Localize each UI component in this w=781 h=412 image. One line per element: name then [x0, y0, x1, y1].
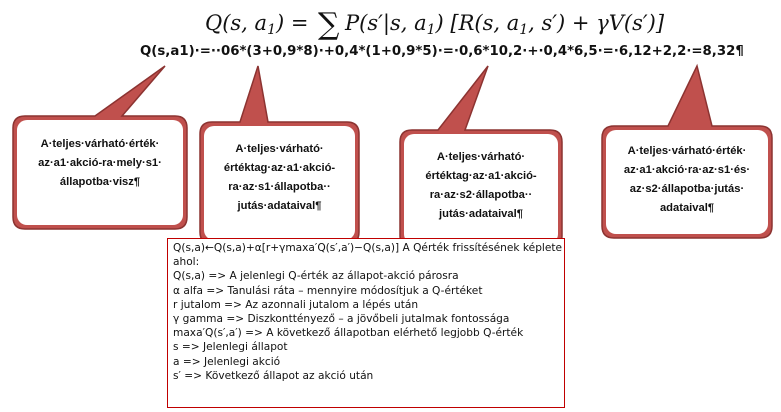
note-line-next-state: s′ => Következő állapot az akció után	[173, 369, 374, 382]
callout-text-3: A·teljes·várható· értéktag·az·a1·akció- ra·az·s2·állapotba·· jutás·adataival¶	[425, 151, 537, 220]
note-line-where: ahol:	[173, 256, 200, 269]
note-line-reward: r jutalom => Az azonnali jutalom a lépés után	[173, 298, 419, 311]
callout-text-1: A·teljes·várható·érték· az·a1·akció-ra·mely·s1· állapotba·visz¶	[38, 138, 162, 188]
note-line-update-rule: Q(s,a)←Q(s,a)+α[r+γmaxa′Q(s′,a′)−Q(s,a)] A Qérték frissítésének képlete	[173, 242, 563, 254]
note-line-state: s => Jelenlegi állapot	[173, 341, 288, 354]
calculation-line: Q(s,a1)·=··06*(3+0,9*8)·+0,4*(1+0,9*5)·=·0,6*10,2·+·0,4*6,5·=·6,12+2,2·=8,32¶	[140, 44, 744, 59]
svg-text:Q(s, a1) =: Q(s, a1) =	[205, 11, 309, 38]
note-line-gamma: γ gamma => Diszkonttényező – a jövőbeli jutalmak fontossága	[173, 313, 510, 326]
svg-text:∑: ∑	[318, 7, 340, 42]
note-line-alpha: α alfa => Tanulási ráta – mennyire módosítjuk a Q-értéket	[173, 284, 483, 297]
note-line-q-value: Q(s,a) => A jelenlegi Q-érték az állapot-akció párosra	[173, 270, 459, 283]
svg-text:P(s′|s, a1) [R(s, a1, s′) + γV: P(s′|s, a1) [R(s, a1, s′) + γV(s′)]	[345, 11, 665, 38]
note-line-max-q: maxa′Q(s′,a′) => A következő állapotban elérhető legjobb Q-érték	[173, 327, 524, 340]
explanation-box	[167, 238, 565, 408]
callout-text-4: A·teljes·várható·érték· az·a1·akció·ra·az·s1·és· az·s2·állapotba·jutás· adataival¶	[623, 145, 751, 214]
note-line-action: a => Jelenlegi akció	[173, 355, 281, 368]
callout-text-2: A·teljes·várható· értéktag·az·a1·akció- ra·az·s1·állapotba·· jutás·adataival¶	[223, 143, 336, 212]
